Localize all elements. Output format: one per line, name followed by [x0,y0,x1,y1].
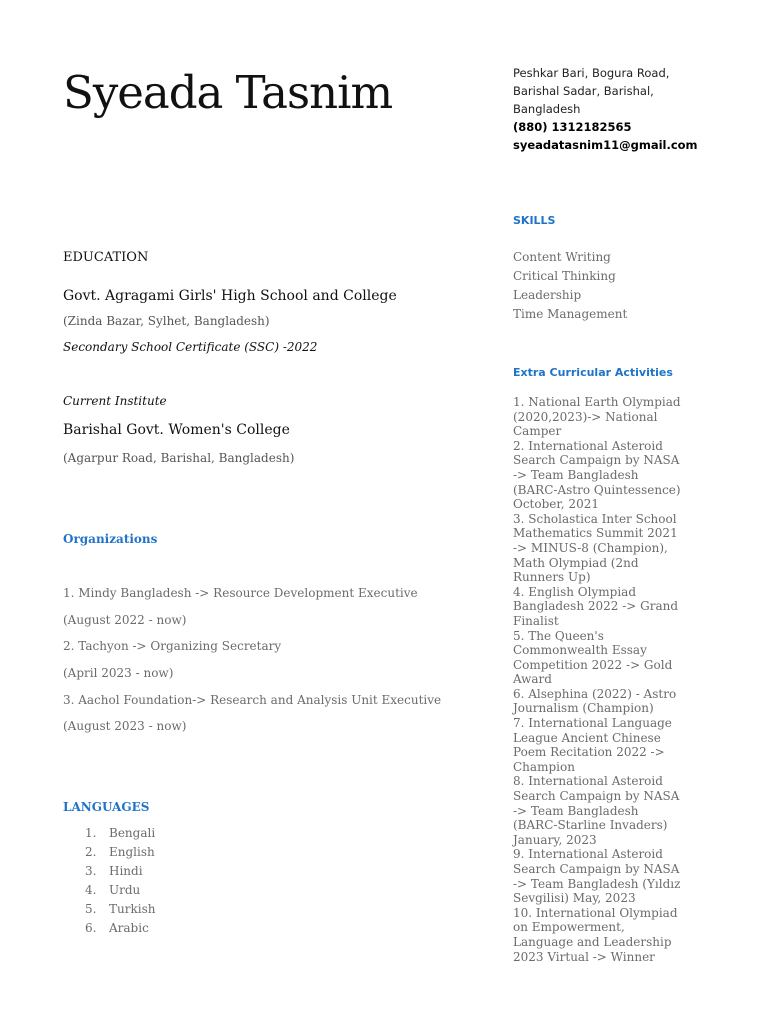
skill-item: Content Writing [513,250,611,264]
activity-item: 6. Alsephina (2022) - Astro Journalism (Champion) [513,686,677,716]
skill-item: Leadership [513,288,582,302]
activity-item: 2. International Asteroid Search Campaign by NASA -> Team Bangladesh (BARC-Astro Quintessence) October, 2021 [513,438,681,512]
language-name: Turkish [109,902,156,916]
language-item [85,843,155,862]
organization-line: (April 2023 - now) [63,666,174,681]
language-item [85,824,155,843]
school-2-location: (Agarpur Road, Barishal, Bangladesh) [63,451,295,465]
language-name: Arabic [109,921,149,935]
language-number: 3. [85,864,97,878]
activities-heading: Extra Curricular Activities [513,366,673,379]
language-item [85,862,155,881]
school-1-name: Govt. Agragami Girls' High School and College [63,288,397,304]
contact-block [513,64,713,154]
address-line-2: Barishal Sadar, Barishal, [513,84,654,98]
organizations-list [63,580,441,740]
email-address: syeadatasnim11@gmail.com [513,138,698,152]
organization-line: (August 2023 - now) [63,719,187,734]
organization-line: 3. Aachol Foundation-> Research and Analysis Unit Executive [63,692,442,707]
resume-name: Syeada Tasnim [63,66,393,119]
skill-item: Critical Thinking [513,269,616,283]
language-name: Bengali [109,826,156,840]
skills-heading: SKILLS [513,214,556,227]
activity-item: 7. International Language League Ancient Chinese Poem Recitation 2022 -> Champion [513,716,672,774]
school-2-name: Barishal Govt. Women's College [63,422,290,438]
language-name: English [109,845,155,859]
skills-list [513,248,627,324]
activity-item: 8. International Asteroid Search Campaign by NASA -> Team Bangladesh (BARC-Starline Invaders) January, 2023 [513,774,680,847]
language-item [85,919,155,938]
activity-item: 4. English Olympiad Bangladesh 2022 -> Grand Finalist [513,584,679,628]
organizations-heading: Organizations [63,532,158,546]
address-line-1: Peshkar Bari, Bogura Road, [513,66,670,80]
languages-heading: LANGUAGES [63,800,150,814]
language-number: 5. [85,902,97,916]
activity-item: 5. The Queen's Commonwealth Essay Competition 2022 -> Gold Award [513,628,673,687]
language-item [85,881,155,900]
organization-line: (August 2022 - now) [63,612,187,627]
activity-item: 3. Scholastica Inter School Mathematics Summit 2021 -> MINUS-8 (Champion), Math Olympiad (2nd Runners Up) [513,511,678,585]
languages-list [85,824,155,938]
current-institute-label: Current Institute [63,394,167,408]
language-name: Urdu [109,883,141,897]
school-1-certificate: Secondary School Certificate (SSC) -2022 [63,340,318,354]
language-name: Hindi [109,864,143,878]
school-1-location: (Zinda Bazar, Sylhet, Bangladesh) [63,314,270,328]
organization-line: 1. Mindy Bangladesh -> Resource Development Executive [63,586,418,600]
activities-list [513,395,685,964]
organization-line: 2. Tachyon -> Organizing Secretary [63,639,282,654]
language-number: 2. [85,845,97,859]
language-item [85,900,155,919]
skill-item: Time Management [513,307,628,321]
activity-item: 1. National Earth Olympiad (2020,2023)-> National Camper [513,395,681,439]
phone-number: (880) 1312182565 [513,120,632,134]
language-number: 4. [85,883,97,897]
language-number: 6. [85,921,97,935]
language-number: 1. [85,826,97,840]
activity-item: 9. International Asteroid Search Campaign by NASA -> Team Bangladesh (Yıldız Sevgilisi) May, 2023 [513,847,681,906]
address-line-3: Bangladesh [513,102,581,116]
activity-item: 10. International Olympiad on Empowerment, Language and Leadership 2023 Virtual -> Winner [513,905,678,964]
education-heading: EDUCATION [63,250,149,265]
